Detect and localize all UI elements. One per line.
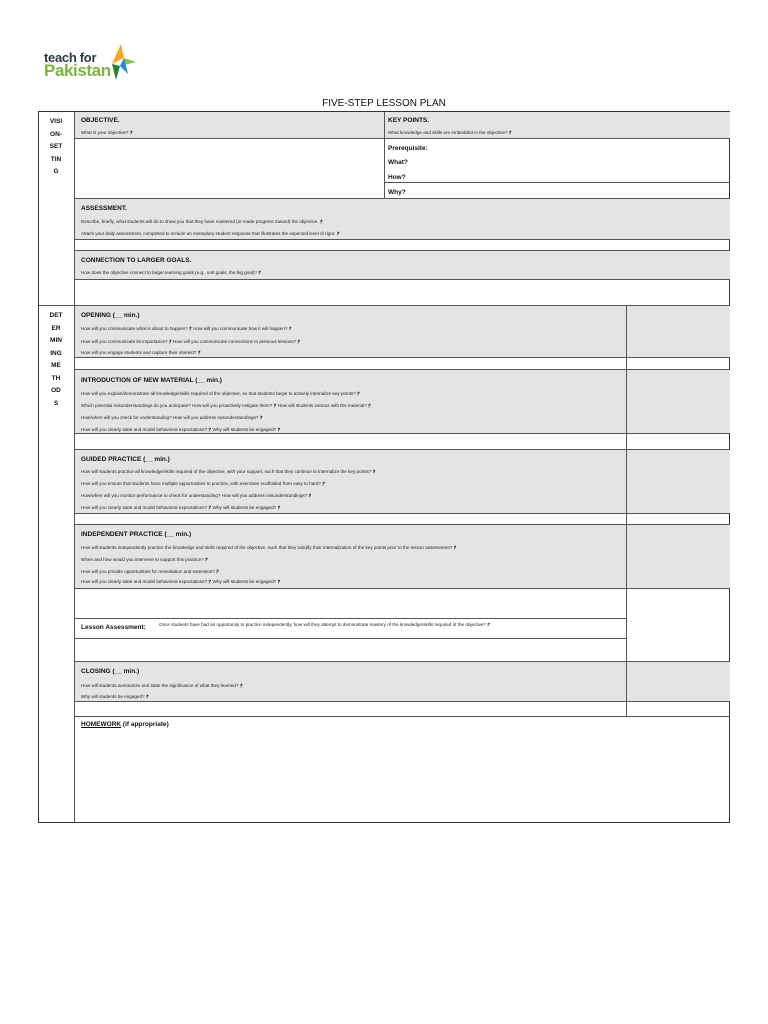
homework-label: HOMEWORK	[81, 721, 122, 728]
assessment-question-2: Attach your daily assessment, completed to include an exemplary student response that illustrates the expected level of rigor. ⁋	[81, 231, 340, 236]
determining-methods-label	[41, 310, 71, 410]
lesson-plan-table	[38, 111, 730, 823]
connection-question: How does the objective connect to larger learning goals (e.g., unit goals, the big goal)? ⁋	[81, 270, 262, 275]
determining-methods-part-2: MIN	[50, 337, 62, 344]
closing-question-1: How will students summarize and state the significance of what they learned? ⁋	[81, 683, 243, 688]
determining-methods-part-1: ER	[51, 324, 61, 332]
objective-heading: OBJECTIVE.	[81, 117, 120, 124]
determining-methods-part-6: OD	[51, 387, 61, 394]
homework-suffix: (if appropriate)	[121, 721, 169, 728]
assessment-heading: ASSESSMENT.	[81, 205, 127, 212]
determining-methods-part-0: DET	[49, 312, 63, 319]
vision-setting-part-3: TIN	[50, 155, 62, 163]
independent-question-1: How will students independently practice the knowledge and skills required of the objective, such that they solidify their internalization of the key points prior to the lesson assessment? ⁋	[81, 545, 457, 550]
determining-methods-part-3: ING	[50, 349, 62, 357]
lesson-assessment-question: Once students have had an opportunity to practice independently, how will they attempt to demonstrate mastery of the knowledge/skills required of the objective? ⁋	[159, 622, 491, 627]
key-points-heading: KEY POINTS.	[388, 117, 430, 124]
logo-line2: Pakistan	[44, 61, 111, 80]
intro-question-1: How will you explain/demonstrate all knowledge/skills required of the objective, so that students begin to actively internalize key points? ⁋	[81, 391, 360, 396]
opening-question-1: How will you communicate what is about to happen? ⁋ How will you communicate how it will happen? ⁋	[81, 326, 292, 331]
guided-question-1: How will students practice all knowledge/skills required of the objective, with your support, such that they continue to internalize the key points? ⁋	[81, 469, 376, 474]
vision-setting-part-4: G	[53, 168, 59, 175]
guided-question-2: How will you ensure that students have multiple opportunities to practice, with exercises scaffolded from easy to hard? ⁋	[81, 481, 326, 486]
guided-question-3: How/when will you monitor performance to check for understanding? How will you address misunderstandings? ⁋	[81, 493, 312, 498]
opening-question-3: How will you engage students and capture their interest? ⁋	[81, 350, 201, 355]
connection-heading: CONNECTION TO LARGER GOALS.	[81, 257, 192, 264]
star-icon	[106, 44, 136, 80]
prerequisite-label: Prerequisite:	[388, 145, 428, 152]
closing-heading: CLOSING (__ min.)	[81, 668, 140, 675]
vision-setting-part-1: ON-	[50, 130, 62, 138]
closing-question-2: Why will students be engaged? ⁋	[81, 694, 149, 699]
vision-setting-label	[41, 116, 71, 179]
logo	[44, 44, 134, 84]
determining-methods-part-7: S	[53, 399, 59, 407]
why-label: Why?	[388, 189, 406, 196]
intro-heading: INTRODUCTION OF NEW MATERIAL (__ min.)	[81, 377, 222, 384]
opening-heading: OPENING (__ min.)	[81, 312, 140, 319]
vision-setting-part-0: VISI	[49, 118, 63, 125]
page-title: FIVE-STEP LESSON PLAN	[322, 98, 446, 109]
independent-heading: INDEPENDENT PRACTICE (__ min.)	[81, 531, 192, 538]
determining-methods-part-4: ME	[51, 362, 61, 369]
opening-question-2: How will you communicate its importance? ⁋ How will you communicate connections to previous lessons? ⁋	[81, 339, 301, 344]
vision-setting-part-2: SET	[49, 143, 63, 150]
independent-question-2: When and how would you intervene to support this practice? ⁋	[81, 557, 209, 562]
intro-question-4: How will you clearly state and model behavioral expectations? ⁋ Why will students be engaged? ⁋	[81, 427, 281, 432]
assessment-question-1: Describe, briefly, what students will do to show you that they have mastered (or made progress toward) the objective. ⁋	[81, 219, 323, 224]
logo-line1: teach for	[44, 50, 97, 65]
homework-heading	[81, 721, 169, 728]
what-label: What?	[388, 159, 408, 166]
objective-question: What is your objective? ⁋	[81, 130, 133, 135]
intro-question-3: How/when will you check for understanding? How will you address misunderstandings? ⁋	[81, 415, 263, 420]
guided-question-4: How will you clearly state and model behavioral expectations? ⁋ Why will students be engaged? ⁋	[81, 505, 281, 510]
determining-methods-part-5: TH	[51, 374, 61, 382]
how-label: How?	[388, 174, 406, 181]
guided-heading: GUIDED PRACTICE (__ min.)	[81, 456, 170, 463]
independent-question-4: How will you clearly state and model behavioral expectations? ⁋ Why will students be engaged? ⁋	[81, 579, 281, 584]
intro-question-2: Which potential misunderstandings do you anticipate? How will you proactively mitigate them? ⁋ How will students interact with the material? ⁋	[81, 403, 372, 408]
lesson-assessment-heading: Lesson Assessment:	[81, 624, 146, 631]
key-points-question: What knowledge and skills are embedded in the objective? ⁋	[388, 130, 512, 135]
independent-question-3: How will you provide opportunities for remediation and extension? ⁋	[81, 569, 220, 574]
